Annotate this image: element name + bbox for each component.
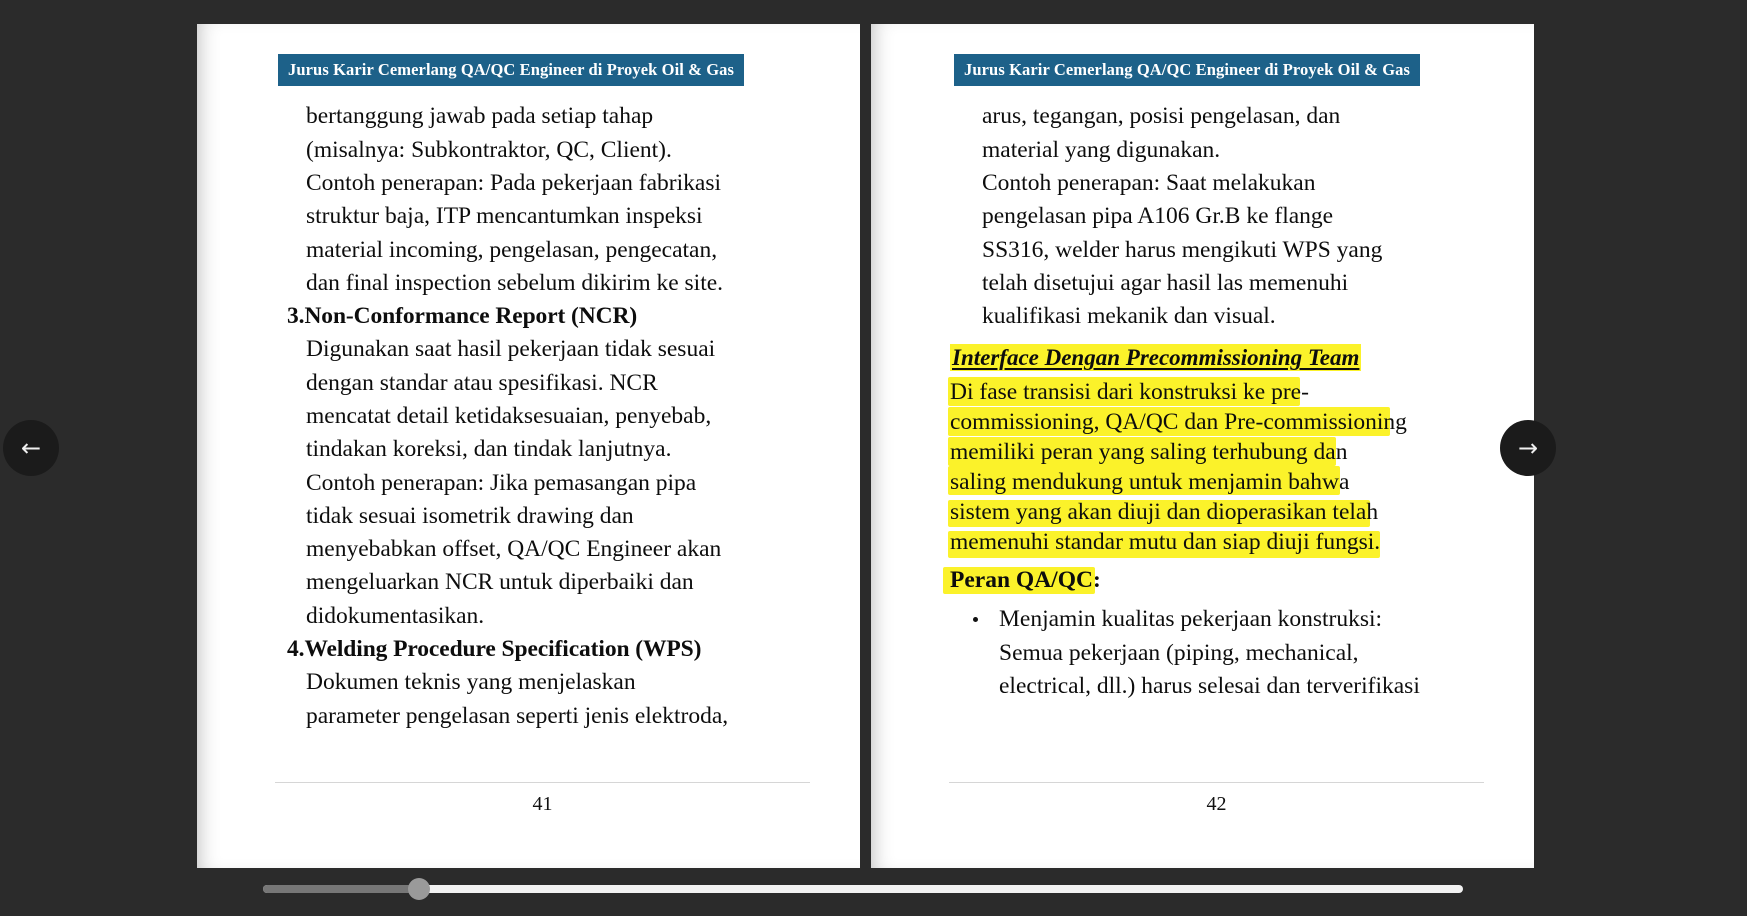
text-line: memiliki peran yang saling terhubung dan bbox=[950, 439, 1348, 466]
page-number-right: 42 bbox=[1206, 793, 1227, 815]
role-heading-text: Peran QA/QC: bbox=[950, 567, 1101, 594]
role-bullet-list bbox=[945, 603, 1492, 703]
bullet-dot-icon bbox=[973, 617, 978, 622]
text-line: memenuhi standar mutu dan siap diuji fungsi. bbox=[950, 529, 1381, 556]
list-number: 4. bbox=[287, 636, 305, 663]
book-spread bbox=[197, 24, 1534, 868]
text-line: mengeluarkan NCR untuk diperbaiki dan bbox=[306, 569, 694, 596]
text-line: electrical, dll.) harus selesai dan terverifikasi bbox=[999, 672, 1420, 699]
left-page-content bbox=[197, 24, 860, 868]
text-line: tindakan koreksi, dan tindak lanjutnya. bbox=[306, 436, 672, 463]
right-page-footer bbox=[949, 782, 1484, 816]
book-gutter bbox=[860, 24, 871, 868]
list-item bbox=[945, 603, 1492, 703]
page-progress-slider[interactable] bbox=[263, 878, 1463, 900]
text-line: material yang digunakan. bbox=[982, 136, 1221, 163]
text-line: material incoming, pengelasan, pengecatan, bbox=[306, 236, 718, 263]
heading-highlight-mark: Interface Dengan Precommissioning Team bbox=[952, 345, 1360, 371]
text-line: kualifikasi mekanik dan visual. bbox=[982, 303, 1276, 330]
list-number: 3. bbox=[287, 303, 305, 330]
text-line: dengan standar atau spesifikasi. NCR bbox=[306, 369, 658, 396]
highlighted-line bbox=[950, 377, 1492, 407]
slider-fill bbox=[263, 885, 419, 893]
paragraph-item-3 bbox=[269, 333, 818, 633]
arrow-left-icon: ← bbox=[20, 434, 42, 462]
paragraph-item-4 bbox=[269, 666, 818, 733]
highlighted-line bbox=[950, 437, 1492, 467]
running-header-banner-right: Jurus Karir Cemerlang QA/QC Engineer di Proyek Oil & Gas bbox=[954, 54, 1420, 86]
text-line: dan final inspection sebelum dikirim ke site. bbox=[306, 269, 724, 296]
next-page-button[interactable] bbox=[1500, 420, 1556, 476]
text-line: Di fase transisi dari konstruksi ke pre- bbox=[950, 379, 1309, 406]
text-line: SS316, welder harus mengikuti WPS yang bbox=[982, 236, 1383, 263]
highlighted-line bbox=[950, 407, 1492, 437]
heading-title: Non-Conformance Report (NCR) bbox=[304, 303, 638, 330]
paragraph-continuation bbox=[945, 100, 1492, 333]
text-line: pengelasan pipa A106 Gr.B ke flange bbox=[982, 203, 1334, 230]
right-page-content bbox=[871, 24, 1534, 868]
text-line: commissioning, QA/QC dan Pre-commissioning bbox=[950, 409, 1407, 436]
text-line: Contoh penerapan: Jika pemasangan pipa bbox=[306, 469, 697, 496]
text-line: Semua pekerjaan (piping, mechanical, bbox=[999, 639, 1359, 666]
left-page bbox=[197, 24, 860, 868]
text-line: parameter pengelasan seperti jenis elektroda, bbox=[306, 702, 729, 729]
numbered-heading-4 bbox=[269, 633, 818, 666]
text-line: sistem yang akan diuji dan dioperasikan telah bbox=[950, 499, 1379, 526]
text-line: saling mendukung untuk menjamin bahwa bbox=[950, 469, 1350, 496]
text-line: (misalnya: Subkontraktor, QC, Client). bbox=[306, 136, 672, 163]
text-line: telah disetujui agar hasil las memenuhi bbox=[982, 269, 1349, 296]
text-line: didokumentasikan. bbox=[306, 602, 485, 629]
left-page-body bbox=[269, 100, 818, 733]
slider-thumb[interactable] bbox=[408, 878, 430, 900]
text-line: Digunakan saat hasil pekerjaan tidak sesuai bbox=[306, 336, 716, 363]
paragraph-continuation bbox=[269, 100, 818, 300]
text-line: tidak sesuai isometrik drawing dan bbox=[306, 502, 634, 529]
highlighted-section-heading bbox=[945, 341, 1492, 375]
left-page-footer bbox=[275, 782, 810, 816]
highlighted-line bbox=[950, 497, 1492, 527]
heading-title: Welding Procedure Specification (WPS) bbox=[304, 636, 702, 663]
text-line: mencatat detail ketidaksesuaian, penyebab, bbox=[306, 402, 712, 429]
running-header-banner-left: Jurus Karir Cemerlang QA/QC Engineer di Proyek Oil & Gas bbox=[278, 54, 744, 86]
text-line: Menjamin kualitas pekerjaan konstruksi: bbox=[999, 606, 1383, 633]
page-number-left: 41 bbox=[532, 793, 553, 815]
right-page-body bbox=[945, 100, 1492, 703]
right-page bbox=[871, 24, 1534, 868]
slider-track[interactable] bbox=[263, 885, 1463, 893]
text-line: bertanggung jawab pada setiap tahap bbox=[306, 103, 654, 130]
numbered-heading-3 bbox=[269, 300, 818, 333]
text-line: struktur baja, ITP mencantumkan inspeksi bbox=[306, 203, 703, 230]
text-line: arus, tegangan, posisi pengelasan, dan bbox=[982, 103, 1341, 130]
highlighted-line bbox=[950, 527, 1492, 557]
role-heading bbox=[945, 563, 1492, 597]
highlighted-line bbox=[950, 467, 1492, 497]
highlighted-paragraph bbox=[945, 377, 1492, 557]
arrow-right-icon: → bbox=[1517, 434, 1539, 462]
text-line: Contoh penerapan: Saat melakukan bbox=[982, 169, 1316, 196]
text-line: Contoh penerapan: Pada pekerjaan fabrikasi bbox=[306, 169, 722, 196]
text-line: menyebabkan offset, QA/QC Engineer akan bbox=[306, 536, 722, 563]
text-line: Dokumen teknis yang menjelaskan bbox=[306, 669, 636, 696]
previous-page-button[interactable] bbox=[3, 420, 59, 476]
